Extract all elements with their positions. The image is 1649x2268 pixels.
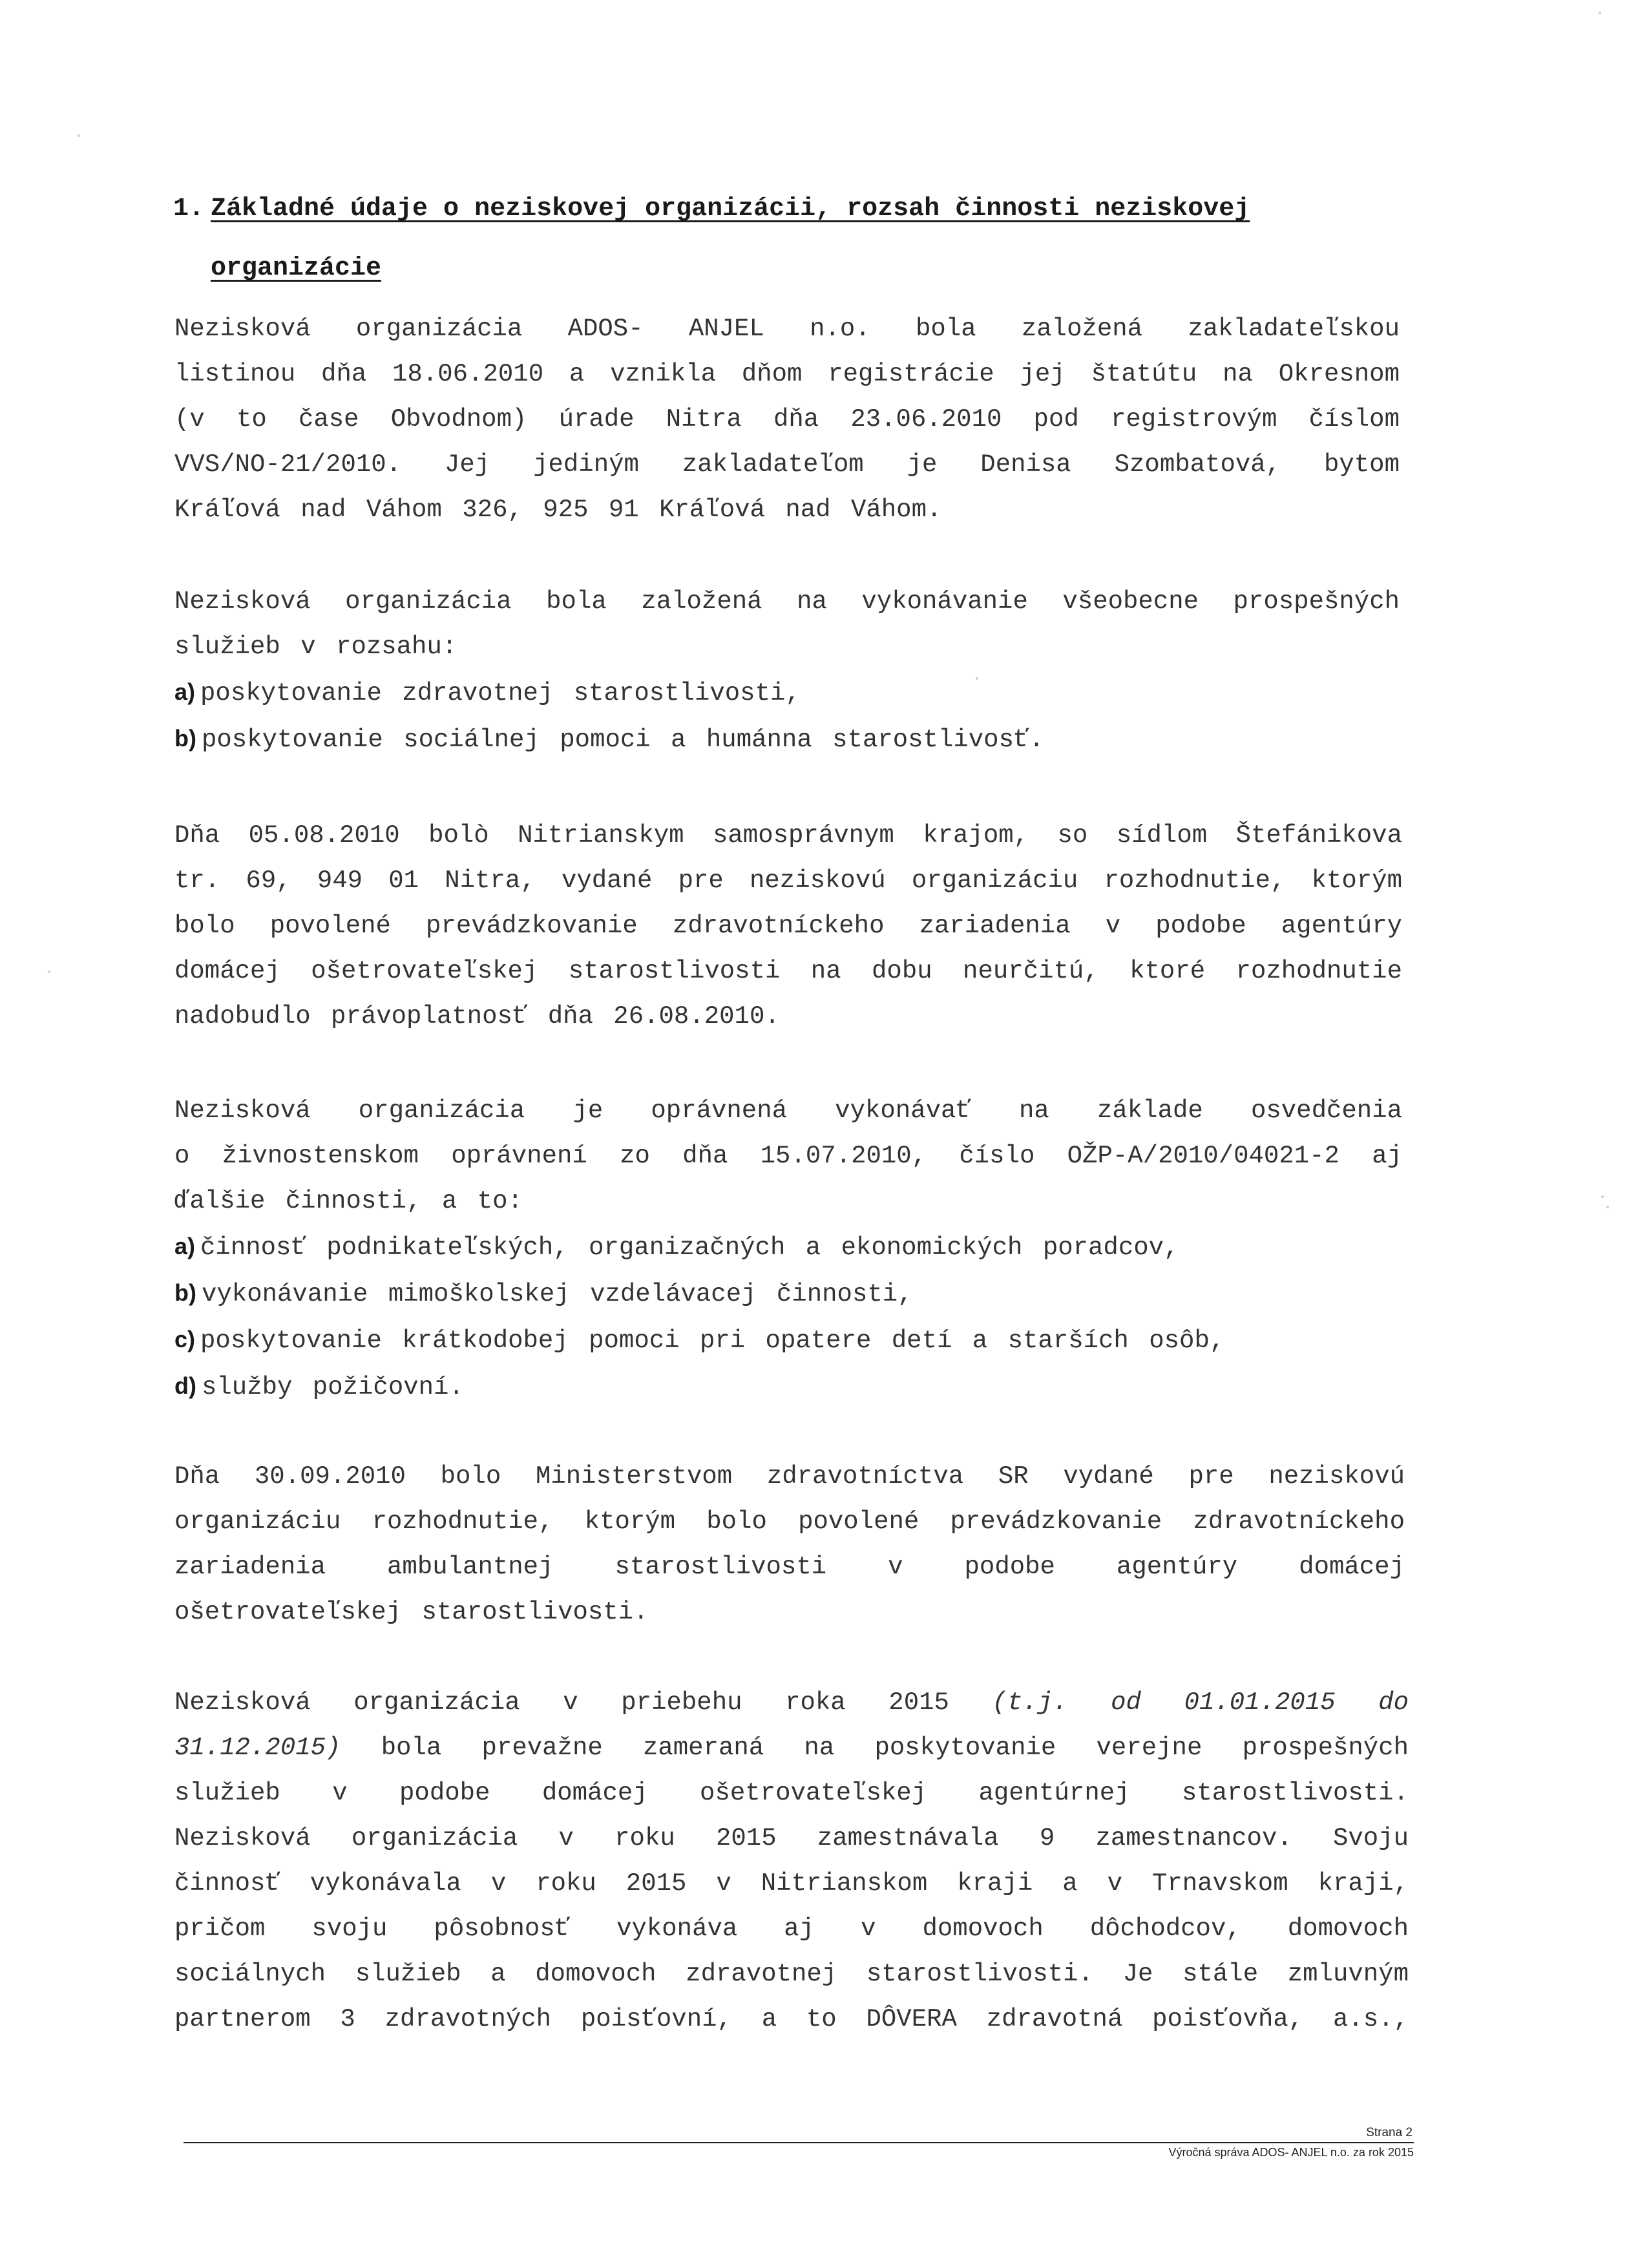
text-line: sociálnych služieb a domovoch zdravotnej starostlivosti. Je stále zmluvným — [174, 1960, 1409, 1988]
scan-speck — [1606, 1206, 1609, 1208]
text-line: tr. 69, 949 01 Nitra, vydané pre neziskovú organizáciu rozhodnutie, ktorým — [174, 866, 1402, 895]
list-item — [174, 1363, 1402, 1410]
text-line: domácej ošetrovateľskej starostlivosti na dobu neurčitú, ktoré rozhodnutie — [174, 957, 1402, 985]
list-marker: b) — [174, 1279, 196, 1306]
list-item — [174, 716, 1400, 762]
list-marker: a) — [174, 678, 196, 705]
list-item-text: poskytovanie sociálnej pomoci a humánna starostlivosť. — [201, 726, 1044, 754]
text-line: nadobudlo právoplatnosť dňa 26.08.2010. — [174, 1002, 780, 1031]
text-line: Nezisková organizácia v roku 2015 zamestnávala 9 zamestnancov. Svoju — [174, 1824, 1409, 1853]
section-number: 1. — [173, 194, 205, 224]
text-fragment: bola prevažne zameraná na poskytovanie verejne prospešných — [381, 1734, 1409, 1762]
paragraph-trade-license — [174, 1088, 1402, 1455]
text-line: VVS/NO-21/2010. Jej jediným zakladateľom je Denisa Szombatová, bytom — [174, 450, 1400, 479]
text-line: zariadenia ambulantnej starostlivosti v podobe agentúry domácej — [174, 1553, 1405, 1581]
text-fragment-italic: (t.j. od 01.01.2015 do — [992, 1688, 1409, 1717]
text-line — [174, 1680, 1409, 1725]
text-line: služieb v podobe domácej ošetrovateľskej agentúrnej starostlivosti. — [174, 1779, 1409, 1807]
list-marker: a) — [174, 1233, 196, 1259]
text-line: služieb v rozsahu: — [174, 633, 457, 661]
text-line: organizáciu rozhodnutie, ktorým bolo povolené prevádzkovanie zdravotníckeho — [174, 1507, 1405, 1536]
section-title-line-1: Základné údaje o neziskovej organizácii, rozsah činnosti neziskovej — [211, 194, 1250, 224]
scan-speck — [78, 134, 80, 137]
footer-rule — [184, 2142, 1414, 2143]
text-line: činnosť vykonávala v roku 2015 v Nitrianskom kraji a v Trnavskom kraji, — [174, 1869, 1409, 1898]
text-line: Dňa 05.08.2010 bolò Nitrianskym samosprávnym krajom, so sídlom Štefánikova — [174, 821, 1402, 850]
report-title: Výročná správa ADOS- ANJEL n.o. za rok 2015 — [1168, 2146, 1414, 2159]
text-line: Kráľová nad Váhom 326, 925 91 Kráľová nad Váhom. — [174, 496, 942, 524]
paragraph-regional-decision — [174, 813, 1402, 1084]
page-number: Strana 2 — [1366, 2126, 1413, 2139]
text-fragment: Nezisková organizácia v priebehu roka 2015 — [174, 1688, 949, 1717]
text-fragment-italic: 31.12.2015) — [174, 1734, 341, 1762]
text-line: ďalšie činnosti, a to: — [174, 1187, 523, 1215]
text-line: (v to čase Obvodnom) úrade Nitra dňa 23.06.2010 pod registrovým číslom — [174, 405, 1400, 434]
scan-speck — [1601, 1195, 1604, 1198]
list-item — [174, 1317, 1402, 1363]
paragraph-purpose — [174, 579, 1400, 808]
section-heading — [173, 180, 1310, 299]
page-footer — [184, 2126, 1414, 2159]
paragraph-activity-2015 — [174, 1680, 1409, 2087]
text-line: partnerom 3 zdravotných poisťovní, a to DÔVERA zdravotná poisťovňa, a.s., — [174, 2005, 1409, 2033]
scan-speck — [1599, 12, 1601, 14]
text-line: Nezisková organizácia bola založená na vykonávanie všeobecne prospešných — [174, 587, 1400, 616]
text-line: bolo povolené prevádzkovanie zdravotníckeho zariadenia v podobe agentúry — [174, 912, 1402, 940]
list-item-text: činnosť podnikateľských, organizačných a ekonomických poradcov, — [200, 1234, 1179, 1262]
list-item — [174, 1270, 1402, 1317]
paragraph-founding — [174, 306, 1400, 578]
list-item — [174, 1224, 1402, 1270]
list-marker: b) — [174, 725, 196, 751]
text-line: ošetrovateľskej starostlivosti. — [174, 1598, 649, 1626]
text-line: Nezisková organizácia je oprávnená vykonávať na základe osvedčenia — [174, 1097, 1402, 1125]
text-line: Dňa 30.09.2010 bolo Ministerstvom zdravotníctva SR vydané pre neziskovú — [174, 1462, 1405, 1491]
list-item — [174, 669, 1400, 716]
list-marker: c) — [174, 1326, 196, 1352]
scan-speck — [976, 677, 978, 680]
list-item-text: služby požičovní. — [201, 1373, 464, 1402]
text-line: Nezisková organizácia ADOS- ANJEL n.o. bola založená zakladateľskou — [174, 315, 1400, 343]
text-line: listinou dňa 18.06.2010 a vznikla dňom registrácie jej štatútu na Okresnom — [174, 360, 1400, 388]
scan-speck — [48, 971, 50, 973]
list-item-text: poskytovanie krátkodobej pomoci pri opatere detí a starších osôb, — [200, 1327, 1225, 1355]
list-marker: d) — [174, 1372, 196, 1399]
section-title-line-2: organizácie — [211, 254, 382, 283]
paragraph-ministry-decision — [174, 1454, 1405, 1680]
text-line — [174, 1725, 1409, 1770]
list-item-text: vykonávanie mimoškolskej vzdelávacej činnosti, — [201, 1280, 913, 1308]
text-line: o živnostenskom oprávnení zo dňa 15.07.2010, číslo OŽP-A/2010/04021-2 aj — [174, 1142, 1402, 1170]
text-line: pričom svoju pôsobnosť vykonáva aj v domovoch dôchodcov, domovoch — [174, 1915, 1409, 1943]
list-item-text: poskytovanie zdravotnej starostlivosti, — [200, 679, 801, 708]
